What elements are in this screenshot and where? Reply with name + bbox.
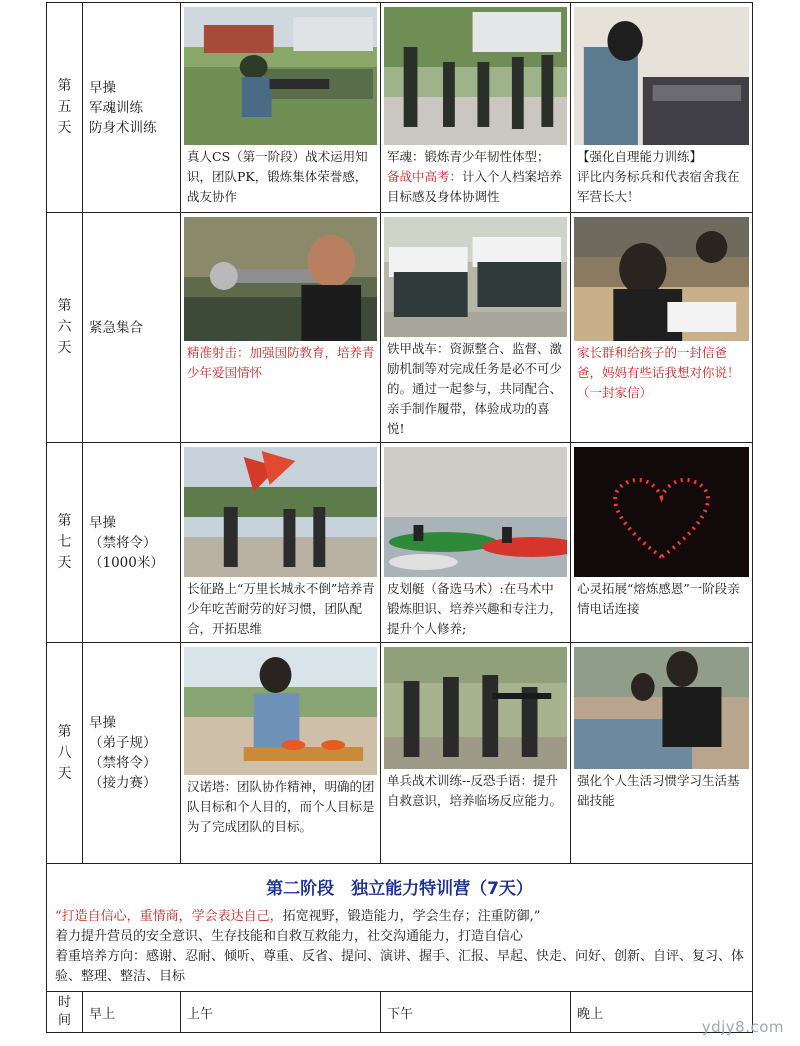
tactical-training-photo [384,647,567,769]
caption-text: 真人CS（第一阶段）战术运用知识，团队PK，锻炼集体荣誉感，战友协作 [187,149,368,204]
activity-item: （接力赛） [89,775,157,791]
activity-caption [571,147,752,210]
bed-making-photo [574,7,749,145]
activity-caption [571,343,752,406]
activity-cell [381,213,571,443]
activity-caption [381,579,570,642]
army-drill-photo [384,7,567,145]
day-char: 七 [57,534,72,550]
activity-list [83,643,181,864]
schedule-header-row [47,992,753,1033]
activity-item: 早操 [89,715,116,731]
stage-quote-highlight: “打造自信心，重情商，学会表达自己， [55,909,283,924]
activity-item: （禁将令） [89,755,157,771]
day-char: 第 [57,513,72,529]
caption-text: 铁甲战车：资源整合、监督、激励机制等对完成任务是必不可少的。通过一起参与，共同配合、亲手制作履带，体验成功的喜悦! [387,341,563,436]
caption-text: 单兵战术训练--反恐手语：提升自救意识，培养临场反应能力。 [387,773,563,808]
day-char: 八 [57,744,72,761]
letter-writing-photo [574,217,749,341]
activity-cell [571,213,753,443]
caption-text: 长征路上“万里长城永不倒”培养青少年吃苦耐劳的好习惯，团队配合，开拓思维 [187,581,375,636]
laundry-photo [574,647,749,769]
activity-caption [571,579,752,622]
caption-text: 评比内务标兵和代表宿舍我在军营长大！ [577,169,740,204]
time-header [47,992,83,1033]
activity-cell [181,213,381,443]
slot-morning-header: 早上 [83,992,181,1033]
activity-cell [381,643,571,864]
caption-text: 心灵拓展“熔炼感恩”一阶段亲情电话连接 [577,581,740,616]
hanoi-tower-photo [184,647,377,775]
day-char: 天 [57,555,72,571]
day-label [47,3,83,213]
activity-list [83,213,181,443]
paintball-combat-photo [184,7,377,145]
stage-goal-line: 着力提升营员的安全意识、生存技能和自救互救能力，社交沟通能力，打造自信心 [55,929,524,944]
activity-item: 军魂训练 [89,99,143,116]
activity-item: 早操 [89,79,116,96]
caption-text: 强化个人生活习惯学习生活基础技能 [577,773,740,808]
caption-text: 汉诺塔：团队协作精神，明确的团队目标和个人目的，而个人目标是为了完成团队的目标。 [187,779,375,834]
activity-caption [181,147,380,210]
day-row [47,213,753,443]
time-label: 时间 [57,995,71,1028]
activity-cell [571,3,753,213]
tank-tread-photo [384,217,567,337]
activity-item: 防身术训练 [89,119,157,136]
caption-text: 【强化自理能力训练】 [577,149,703,164]
activity-list [83,3,181,213]
slot-evening-header: 晚上 [571,992,753,1033]
caption-text: 皮划艇（备选马术）:在马术中锻炼胆识、培养兴趣和专注力，提升个人修养; [387,581,563,636]
activity-list [83,443,181,643]
activity-cell [571,443,753,643]
activity-item: （禁将令） [89,534,157,551]
shooting-rifle-photo [184,217,377,341]
caption-highlight: 精准射击：加强国防教育，培养青少年爱国情怀 [187,345,375,380]
activity-cell [181,3,381,213]
activity-item: 紧急集合 [89,319,143,336]
slot-afternoon-header: 下午 [381,992,571,1033]
activity-cell [381,443,571,643]
caption-highlight: 备战中高考： [387,169,463,184]
stage-focus-line: 着重培养方向：感谢、忍耐、倾听、尊重、反省、提问、演讲、握手、汇报、早起、快走、问好、创新、自评、复习、体验、整理、整洁、目标 [55,949,745,984]
caption-text: 计入个人档案培养目标感及身体协调性 [387,169,563,204]
march-flags-photo [184,447,377,577]
kayak-photo [384,447,567,577]
activity-cell [571,643,753,864]
activity-caption [181,777,380,840]
day-row [47,643,753,864]
activity-cell [181,643,381,864]
activity-caption [571,771,752,814]
stage-row [47,864,753,992]
day-char: 第 [57,298,72,314]
slot-forenoon-header: 上午 [181,992,381,1033]
activity-cell [381,3,571,213]
stage-quote-text: 拓宽视野，锻造能力，学会生存；注重防御,” [282,909,541,924]
candle-heart-photo [574,447,749,577]
activity-caption [381,147,570,210]
caption-highlight: 家长群和给孩子的一封信爸爸，妈妈有些话我想对你说！（一封家信） [577,345,740,400]
day-label [47,643,83,864]
day-char: 天 [57,765,72,782]
day-row [47,443,753,643]
day-char: 五 [57,99,72,115]
day-char: 六 [57,319,72,335]
stage-quote [55,907,744,927]
activity-caption [381,771,570,814]
day-label [47,213,83,443]
day-char: 天 [57,340,72,356]
day-char: 第 [57,723,72,740]
activity-item: 早操 [89,514,116,531]
activity-caption [381,339,570,442]
activity-cell [181,443,381,643]
stage-title: 第二阶段 独立能力特训营（7天） [266,879,533,899]
watermark: ydjy8.com [701,1018,784,1036]
day-label [47,443,83,643]
stage-section [47,864,753,992]
day-row [47,3,753,213]
activity-item: （弟子规） [89,735,157,751]
activity-caption [181,343,380,386]
activity-item: （1000米） [89,554,164,571]
caption-text: 军魂：锻炼青少年韧性体型； [387,149,550,164]
day-char: 第 [57,78,72,94]
day-char: 天 [57,120,72,136]
schedule-table [46,2,753,1033]
activity-caption [181,579,380,642]
